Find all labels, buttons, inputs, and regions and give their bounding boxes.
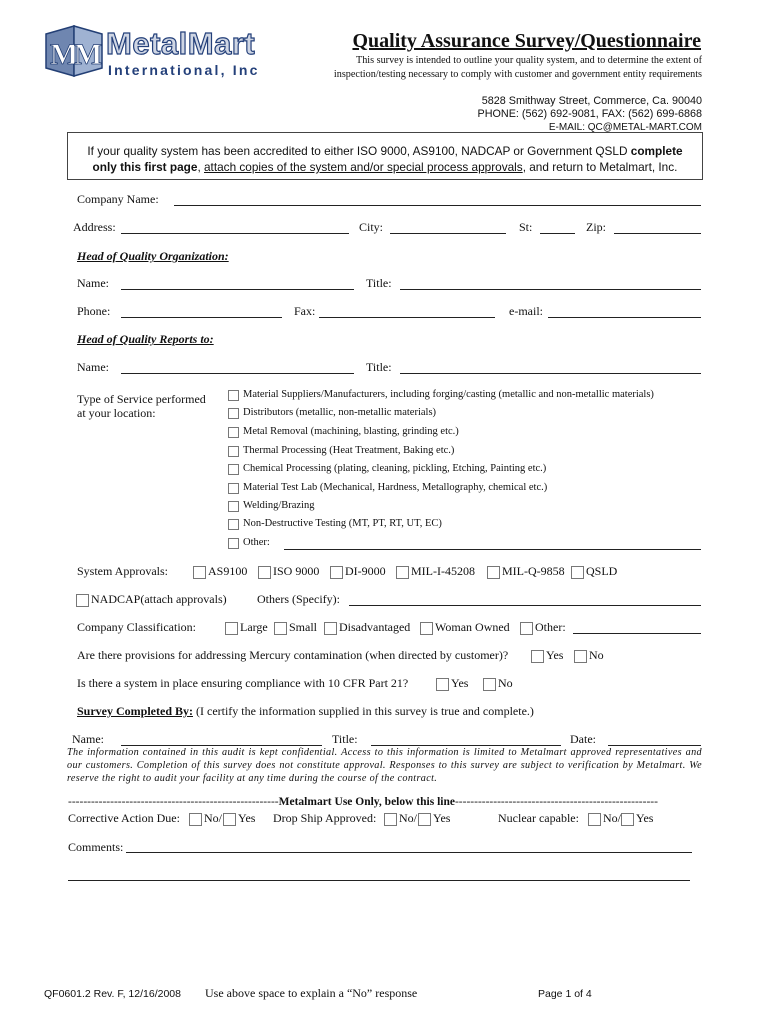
corrective-yes-label: Yes	[238, 811, 256, 825]
state-field[interactable]	[540, 233, 575, 234]
service-label-line1: Type of Service performed	[77, 392, 206, 406]
service-option-label: Material Test Lab (Mechanical, Hardness, Metallography, chemical etc.)	[243, 482, 548, 493]
hq-title-field[interactable]	[400, 289, 701, 290]
city-field[interactable]	[390, 233, 506, 234]
approval-others-field[interactable]	[349, 605, 701, 606]
intro-text: This survey is intended to outline your quality system, and to determine the extent of inspection/testing necessary to comply with customer and government entity requirements	[333, 55, 702, 80]
internal-use-divider	[68, 796, 658, 808]
service-other-field[interactable]	[284, 549, 701, 550]
notice-end: , and return to Metalmart, Inc.	[522, 160, 678, 174]
nuclear-label: Nuclear capable:	[498, 811, 579, 825]
service-option-label: Material Suppliers/Manufacturers, including forging/casting (metallic and non-metallic materials)	[243, 389, 654, 400]
service-option-label: Metal Removal (machining, blasting, grinding etc.)	[243, 426, 459, 437]
approval-label-iso9000: ISO 9000	[273, 564, 320, 578]
cfr-yes-checkbox[interactable]	[436, 678, 449, 691]
service-checkbox[interactable]	[228, 538, 239, 549]
dropship-label: Drop Ship Approved:	[273, 811, 377, 825]
classification-label-woman-owned: Woman Owned	[435, 620, 510, 634]
service-checkbox[interactable]	[228, 464, 239, 475]
mercury-yes-label: Yes	[546, 648, 564, 662]
hq-name-field[interactable]	[121, 289, 354, 290]
mercury-no-label: No	[589, 648, 604, 662]
svg-text:M: M	[74, 38, 103, 71]
hq-email-label: e-mail:	[509, 304, 543, 318]
form-title: Quality Assurance Survey/Questionnaire	[352, 30, 701, 52]
zip-label: Zip:	[586, 220, 606, 234]
service-option-label: Non-Destructive Testing (MT, PT, RT, UT, EC)	[243, 518, 442, 529]
service-checkbox[interactable]	[228, 408, 239, 419]
comments-field-line-1[interactable]	[126, 852, 692, 853]
cfr-yes-label: Yes	[451, 676, 469, 690]
notice-text: If your quality system has been accredited to either ISO 9000, AS9100, NADCAP or Government QSLD	[87, 144, 631, 158]
state-label: St:	[519, 220, 533, 234]
internal-use-title: Metalmart Use Only, below this line	[278, 796, 455, 808]
service-option-label: Welding/Brazing	[243, 500, 315, 511]
approval-others-label: Others (Specify):	[257, 592, 340, 606]
approval-checkbox-nadcap[interactable]	[76, 594, 89, 607]
company-logo	[40, 22, 280, 82]
survey-title-label: Title:	[332, 732, 358, 746]
approval-checkbox-as9100[interactable]	[193, 566, 206, 579]
rt-title-label: Title:	[366, 360, 392, 374]
cfr-no-label: No	[498, 676, 513, 690]
address-field[interactable]	[121, 233, 349, 234]
approval-checkbox-mil-i-45208[interactable]	[396, 566, 409, 579]
approval-checkbox-iso9000[interactable]	[258, 566, 271, 579]
hq-phone-field[interactable]	[121, 317, 282, 318]
confidentiality-statement: The information contained in this audit is kept confidential. Access to this information is limited to Metalmart approved representatives and our customers. Completion of this survey does not constitute approval. Responses to this survey are subject to verification by Metalmart. We reserve the right to audit your facility at any time during the course of the contract.	[67, 747, 702, 784]
nuclear-no-checkbox[interactable]	[588, 813, 601, 826]
approvals-label: System Approvals:	[77, 564, 169, 578]
survey-certify: (I certify the information supplied in this survey is true and complete.)	[193, 704, 534, 718]
metalmart-logo-icon	[44, 24, 104, 82]
hq-email-field[interactable]	[548, 317, 701, 318]
hq-fax-label: Fax:	[294, 304, 316, 318]
survey-heading-line	[77, 704, 534, 719]
survey-heading: Survey Completed By:	[77, 704, 193, 718]
service-checkbox[interactable]	[228, 483, 239, 494]
corrective-no-label: No/	[204, 811, 222, 825]
approval-label-nadcap: NADCAP(attach approvals)	[91, 592, 227, 606]
service-label-line2: at your location:	[77, 406, 156, 420]
classification-checkbox-large[interactable]	[225, 622, 238, 635]
city-label: City:	[359, 220, 384, 234]
approval-label-as9100: AS9100	[208, 564, 248, 578]
notice-bold: complete only this first page	[92, 144, 683, 174]
cfr-question: Is there a system in place ensuring compliance with 10 CFR Part 21?	[77, 676, 409, 690]
cfr-no-checkbox[interactable]	[483, 678, 496, 691]
approval-label-di9000: DI-9000	[345, 564, 386, 578]
approval-checkbox-qsld[interactable]	[571, 566, 584, 579]
form-number: QF0601.2 Rev. F, 12/16/2008	[44, 988, 181, 1000]
notice-underline: attach copies of the system and/or special process approvals	[204, 160, 523, 174]
survey-date-label: Date:	[570, 732, 596, 746]
divider-dashes-right: -----------------------------------------------------	[454, 796, 658, 808]
approval-checkbox-mil-q-9858[interactable]	[487, 566, 500, 579]
approval-label-mil-i-45208: MIL-I-45208	[411, 564, 475, 578]
service-checkbox[interactable]	[228, 519, 239, 530]
classification-label-small: Small	[289, 620, 318, 634]
classification-label: Company Classification:	[77, 620, 196, 634]
dropship-no-label: No/	[399, 811, 417, 825]
classification-checkbox-other[interactable]	[520, 622, 533, 635]
company-phone: PHONE: (562) 692-9081, FAX: (562) 699-6868	[477, 108, 702, 120]
logo-subtitle: International, Inc	[108, 62, 260, 78]
classification-other-field[interactable]	[573, 633, 701, 634]
approval-label-mil-q-9858: MIL-Q-9858	[502, 564, 565, 578]
svg-text:M: M	[50, 38, 79, 71]
service-checkbox[interactable]	[228, 446, 239, 457]
classification-label-other: Other:	[535, 620, 566, 634]
classification-checkbox-woman-owned[interactable]	[420, 622, 433, 635]
rt-title-field[interactable]	[400, 373, 701, 374]
rt-name-label: Name:	[77, 360, 109, 374]
service-option-label: Other:	[243, 537, 270, 548]
classification-checkbox-disadvantaged[interactable]	[324, 622, 337, 635]
service-option-label: Thermal Processing (Heat Treatment, Baking etc.)	[243, 445, 455, 456]
nuclear-no-label: No/	[603, 811, 621, 825]
zip-field[interactable]	[614, 233, 701, 234]
corrective-no-checkbox[interactable]	[189, 813, 202, 826]
comments-label: Comments:	[68, 840, 124, 854]
company-name-label: Company Name:	[77, 192, 159, 206]
footer-explain-note: Use above space to explain a “No” response	[205, 986, 418, 1000]
reports-to-heading: Head of Quality Reports to:	[77, 332, 214, 346]
service-checkbox[interactable]	[228, 390, 239, 401]
classification-label-large: Large	[240, 620, 268, 634]
page-number: Page 1 of 4	[538, 988, 592, 1000]
hq-fax-field[interactable]	[319, 317, 495, 318]
rt-name-field[interactable]	[121, 373, 354, 374]
dropship-yes-checkbox[interactable]	[418, 813, 431, 826]
dropship-yes-label: Yes	[433, 811, 451, 825]
company-name-field[interactable]	[174, 205, 701, 206]
comments-field-line-2[interactable]	[68, 880, 690, 881]
hq-title-label: Title:	[366, 276, 392, 290]
survey-name-label: Name:	[72, 732, 104, 746]
approval-checkbox-di9000[interactable]	[330, 566, 343, 579]
mercury-no-checkbox[interactable]	[574, 650, 587, 663]
corrective-yes-checkbox[interactable]	[223, 813, 236, 826]
address-label: Address:	[73, 220, 116, 234]
hq-phone-label: Phone:	[77, 304, 111, 318]
company-email: E-MAIL: QC@METAL-MART.COM	[548, 122, 702, 133]
classification-label-disadvantaged: Disadvantaged	[339, 620, 411, 634]
accreditation-notice	[67, 132, 703, 180]
service-checkbox[interactable]	[228, 501, 239, 512]
approval-label-qsld: QSLD	[586, 564, 618, 578]
mercury-question: Are there provisions for addressing Mercury contamination (when directed by customer)?	[77, 648, 509, 662]
service-checkbox[interactable]	[228, 427, 239, 438]
divider-dashes-left: -------------------------------------------------------	[68, 796, 279, 808]
notice-sep: ,	[197, 160, 204, 174]
nuclear-yes-label: Yes	[636, 811, 654, 825]
classification-checkbox-small[interactable]	[274, 622, 287, 635]
hq-name-label: Name:	[77, 276, 109, 290]
service-option-label: Distributors (metallic, non-metallic materials)	[243, 407, 437, 418]
service-option-label: Chemical Processing (plating, cleaning, pickling, Etching, Painting etc.)	[243, 463, 547, 474]
logo-title: MetalMart	[106, 26, 256, 61]
nuclear-yes-checkbox[interactable]	[621, 813, 634, 826]
company-address: 5828 Smithway Street, Commerce, Ca. 90040	[481, 95, 702, 107]
mercury-yes-checkbox[interactable]	[531, 650, 544, 663]
corrective-action-label: Corrective Action Due:	[68, 811, 180, 825]
head-quality-heading: Head of Quality Organization:	[77, 249, 229, 263]
dropship-no-checkbox[interactable]	[384, 813, 397, 826]
